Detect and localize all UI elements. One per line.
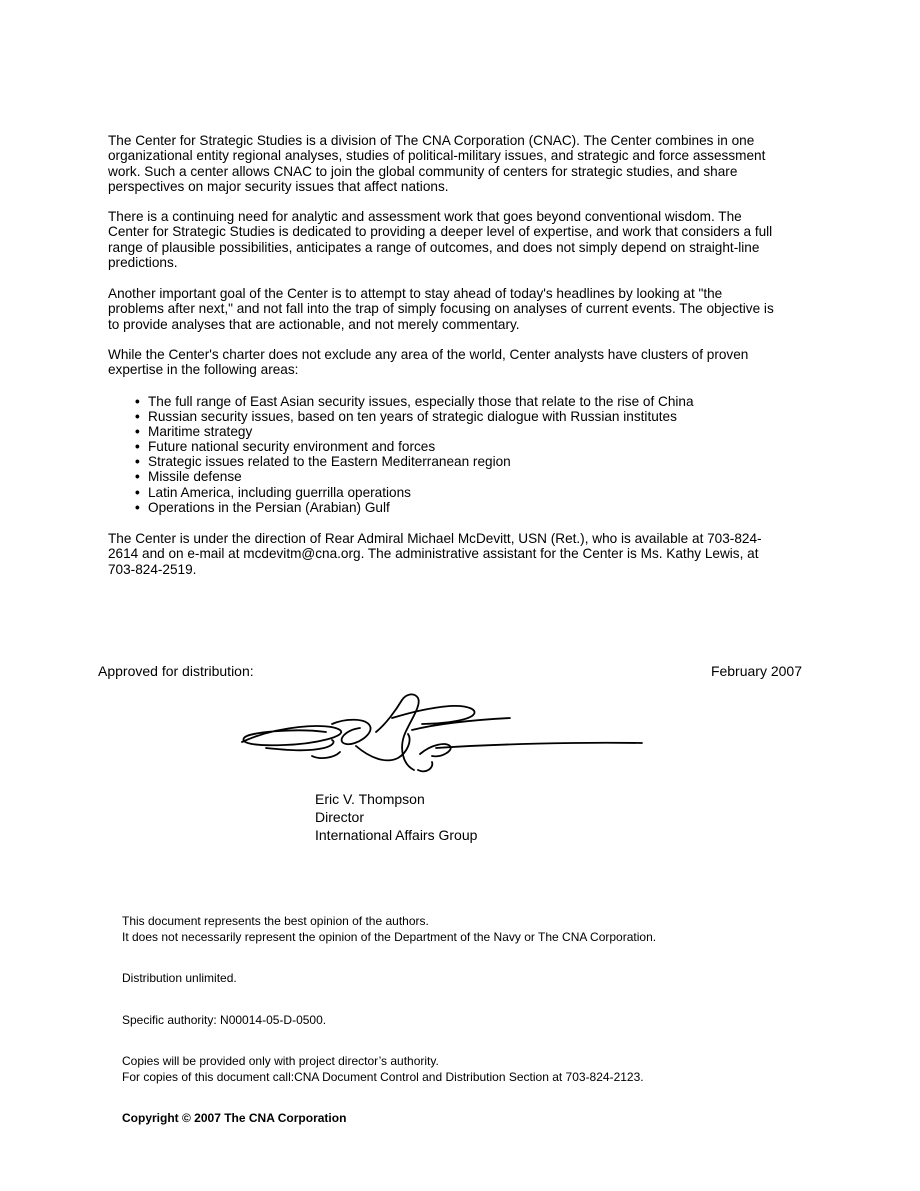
signer-group: International Affairs Group [315, 827, 478, 843]
list-item-text: The full range of East Asian security issues, especially those that relate to the rise of China [148, 394, 694, 409]
list-item [135, 454, 694, 469]
bullet-icon: • [135, 424, 140, 440]
bullet-icon: • [135, 484, 140, 500]
bullet-icon: • [135, 439, 140, 455]
distribution-statement: Distribution unlimited. [122, 971, 237, 985]
list-item [135, 394, 694, 409]
paragraph-intro: The Center for Strategic Studies is a division of The CNA Corporation (CNAC). The Center combines in one organizational entity regional analyses, studies of political-military issues, and strategic and force assessment work. Such a center allows CNAC to join the global community of centers for strategic studies, and share perspectives on major security issues that affect nations. [108, 133, 766, 194]
list-item-text: Russian security issues, based on ten years of strategic dialogue with Russian institutes [148, 409, 677, 425]
paragraph-charter: While the Center's charter does not exclude any area of the world, Center analysts have clusters of proven expertise in the following areas: [108, 347, 749, 378]
bullet-icon: • [135, 409, 140, 425]
authority-statement: Specific authority: N00014-05-D-0500. [122, 1013, 327, 1027]
approval-label: Approved for distribution: [98, 663, 254, 679]
list-item-text: Strategic issues related to the Eastern Mediterranean region [148, 454, 511, 470]
bullet-icon: • [135, 394, 140, 409]
list-item [135, 485, 694, 500]
list-item-text: Future national security environment and forces [148, 439, 436, 455]
expertise-list [135, 394, 694, 515]
list-item [135, 469, 694, 484]
signer-name: Eric V. Thompson [315, 791, 425, 807]
copies-line-1: Copies will be provided only with project director’s authority. [122, 1054, 439, 1068]
list-item-text: Missile defense [148, 469, 242, 485]
paragraph-goal: Another important goal of the Center is to attempt to stay ahead of today's headlines by looking at "the problems after next," and not fall into the trap of simply focusing on analyses of current events. The objective is to provide analyses that are actionable, and not merely commentary. [108, 286, 774, 332]
bullet-icon: • [135, 469, 140, 485]
opinion-line-2: It does not necessarily represent the opinion of the Department of the Navy or The CNA Corporation. [122, 930, 657, 944]
bullet-icon: • [135, 499, 140, 515]
list-item-text: Maritime strategy [148, 424, 253, 440]
list-item-text: Latin America, including guerrilla operations [148, 484, 411, 500]
copyright-notice: Copyright © 2007 The CNA Corporation [122, 1111, 347, 1125]
list-item [135, 439, 694, 454]
signer-title: Director [315, 809, 365, 825]
list-item-text: Operations in the Persian (Arabian) Gulf [148, 499, 390, 515]
paragraph-director: The Center is under the direction of Rear Admiral Michael McDevitt, USN (Ret.), who is available at 703-824-2614 and on e-mail at mcdevitm@cna.org. The administrative assistant for the Center is Ms. Kathy Lewis, at 703-824-2519. [108, 531, 762, 577]
copies-line-2: For copies of this document call:CNA Document Control and Distribution Section at 703-824-2123. [122, 1070, 644, 1084]
signer-block [315, 790, 477, 844]
bullet-icon: • [135, 454, 140, 470]
list-item [135, 424, 694, 439]
paragraph-analytic-need: There is a continuing need for analytic and assessment work that goes beyond conventional wisdom. The Center for Strategic Studies is dedicated to providing a deeper level of expertise, and work that considers a full range of plausible possibilities, anticipates a range of outcomes, and does not simply depend on straight-line predictions. [108, 209, 773, 270]
list-item [135, 409, 694, 424]
signature-image [236, 688, 648, 780]
approval-date: February 2007 [710, 663, 802, 679]
opinion-line-1: This document represents the best opinion of the authors. [122, 914, 429, 928]
list-item [135, 500, 694, 515]
